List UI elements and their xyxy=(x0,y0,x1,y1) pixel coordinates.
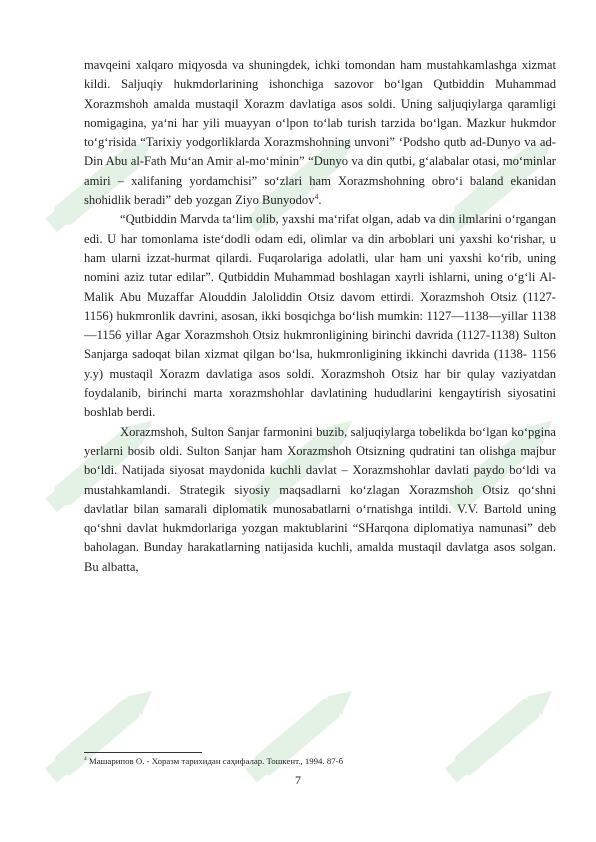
paragraph-end: . xyxy=(318,193,322,208)
body-text xyxy=(84,56,556,577)
footnote xyxy=(84,756,556,767)
page-number: 7 xyxy=(295,773,301,787)
paragraph xyxy=(84,423,556,577)
paragraph-text: “Qutbiddin Marvda ta‘lim olib, yaxshi ma‘rifat olgan, adab va din ilmlarini o‘rgangan edi. U har tomonlama iste‘dodli odam edi, olimlar va din arboblari uni yaxshi ko‘rishar, u ham ularni izzat-hurmat qilardi. Fuqarolariga adolatli, ular ham uni yaxshi ko‘rib, uning nomini aziz tutar edilar”. Qutbiddin Muhammad boshlagan xayrli ishlarni, uning o‘g‘li Al-Malik Abu Muzaffar Alouddin Jaloliddin Otsiz davom ettirdi. Xorazmshoh Otsiz (1127-1156) hukmronlik davrini, asosan, ikki bosqichga bo‘lish mumkin: 1127—1138—yillar 1138—1156 yillar Agar Xorazmshoh Otsiz hukmronligining birinchi davrida (1127-1138) Sulton Sanjarga sadoqat bilan xizmat qilgan bo‘lsa, hukmronligining ikkinchi davrida (1138- 1156 y.y) mustaqil Xorazm davlatiga asos soldi. Xorazmshoh Otsiz har bir qulay vaziyatdan foydalanib, birinchi marta xorazmshohlar davlatining hududlarini kengaytirish siyosatini boshlab berdi. xyxy=(84,212,556,420)
footnote-divider xyxy=(84,752,202,753)
paragraph-text: mavqeini xalqaro miqyosda va shuningdek, ichki tomondan ham mustahkamlashga xizmat kildi. Saljuqiy hukmdorlarining ishonchiga sazovor bo‘lgan Qutbiddin Muhammad Xorazmshoh amalda mustaqil Xorazm davlatiga asos soldi. Uning saljuqiylarga qaramligi nomigagina, ya‘ni har yili muayyan o‘lpon to‘lab turish tarzida bo‘lgan. Mazkur hukmdor to‘g‘risida “Tarixiy yodgorliklarda Xorazmshohning unvoni” ‘Podsho qutb ad-Dunyo va ad-Din Abu al-Fath Mu‘an Amir al-mo‘minin” “Dunyo va din qutbi, g‘alabalar otasi, mo‘minlar amiri – xalifaning yordamchisi” so‘zlari ham Xorazmshohning obro‘i baland ekanidan shohidlik beradi” deb yozgan Ziyo Bunyodov xyxy=(84,58,556,208)
pen-nib-logo-icon xyxy=(422,662,572,812)
paragraph xyxy=(84,56,556,210)
pen-nib-logo-icon xyxy=(22,662,172,812)
paragraph xyxy=(84,210,556,422)
footnote-text: Машарипов О. - Хоразм тарихидан саҳифалар. Тошкент., 1994. 87-б xyxy=(86,756,344,766)
footnote-reference[interactable]: 4 xyxy=(314,191,319,201)
footnote-mark: 4 xyxy=(84,756,87,763)
pen-nib-logo-icon xyxy=(222,662,372,812)
paragraph-text: Xorazmshoh, Sulton Sanjar farmonini buzib, saljuqiylarga tobelikda bo‘lgan ko‘pgina yerlarni bosib oldi. Sulton Sanjar ham Xorazmshoh Otsizning qudratini tan olishga majbur bo‘ldi. Natijada siyosat maydonida kuchli davlat – Xorazmshohlar davlati paydo bo‘ldi va mustahkamlandi. Strategik siyosiy maqsadlarni ko‘zlagan Xorazmshoh Otsiz qo‘shni davlatlar bilan samarali diplomatik munosabatlarni o‘rnatishga intildi. V.V. Bartold uning qo‘shni davlat hukmdorlariga yozgan maktublarini “SHarqona diplomatiya namunasi” deb baholagan. Bunday harakatlarning natijasida kuchli, amalda mustaqil davlatga asos solgan. Bu albatta, xyxy=(84,424,556,574)
